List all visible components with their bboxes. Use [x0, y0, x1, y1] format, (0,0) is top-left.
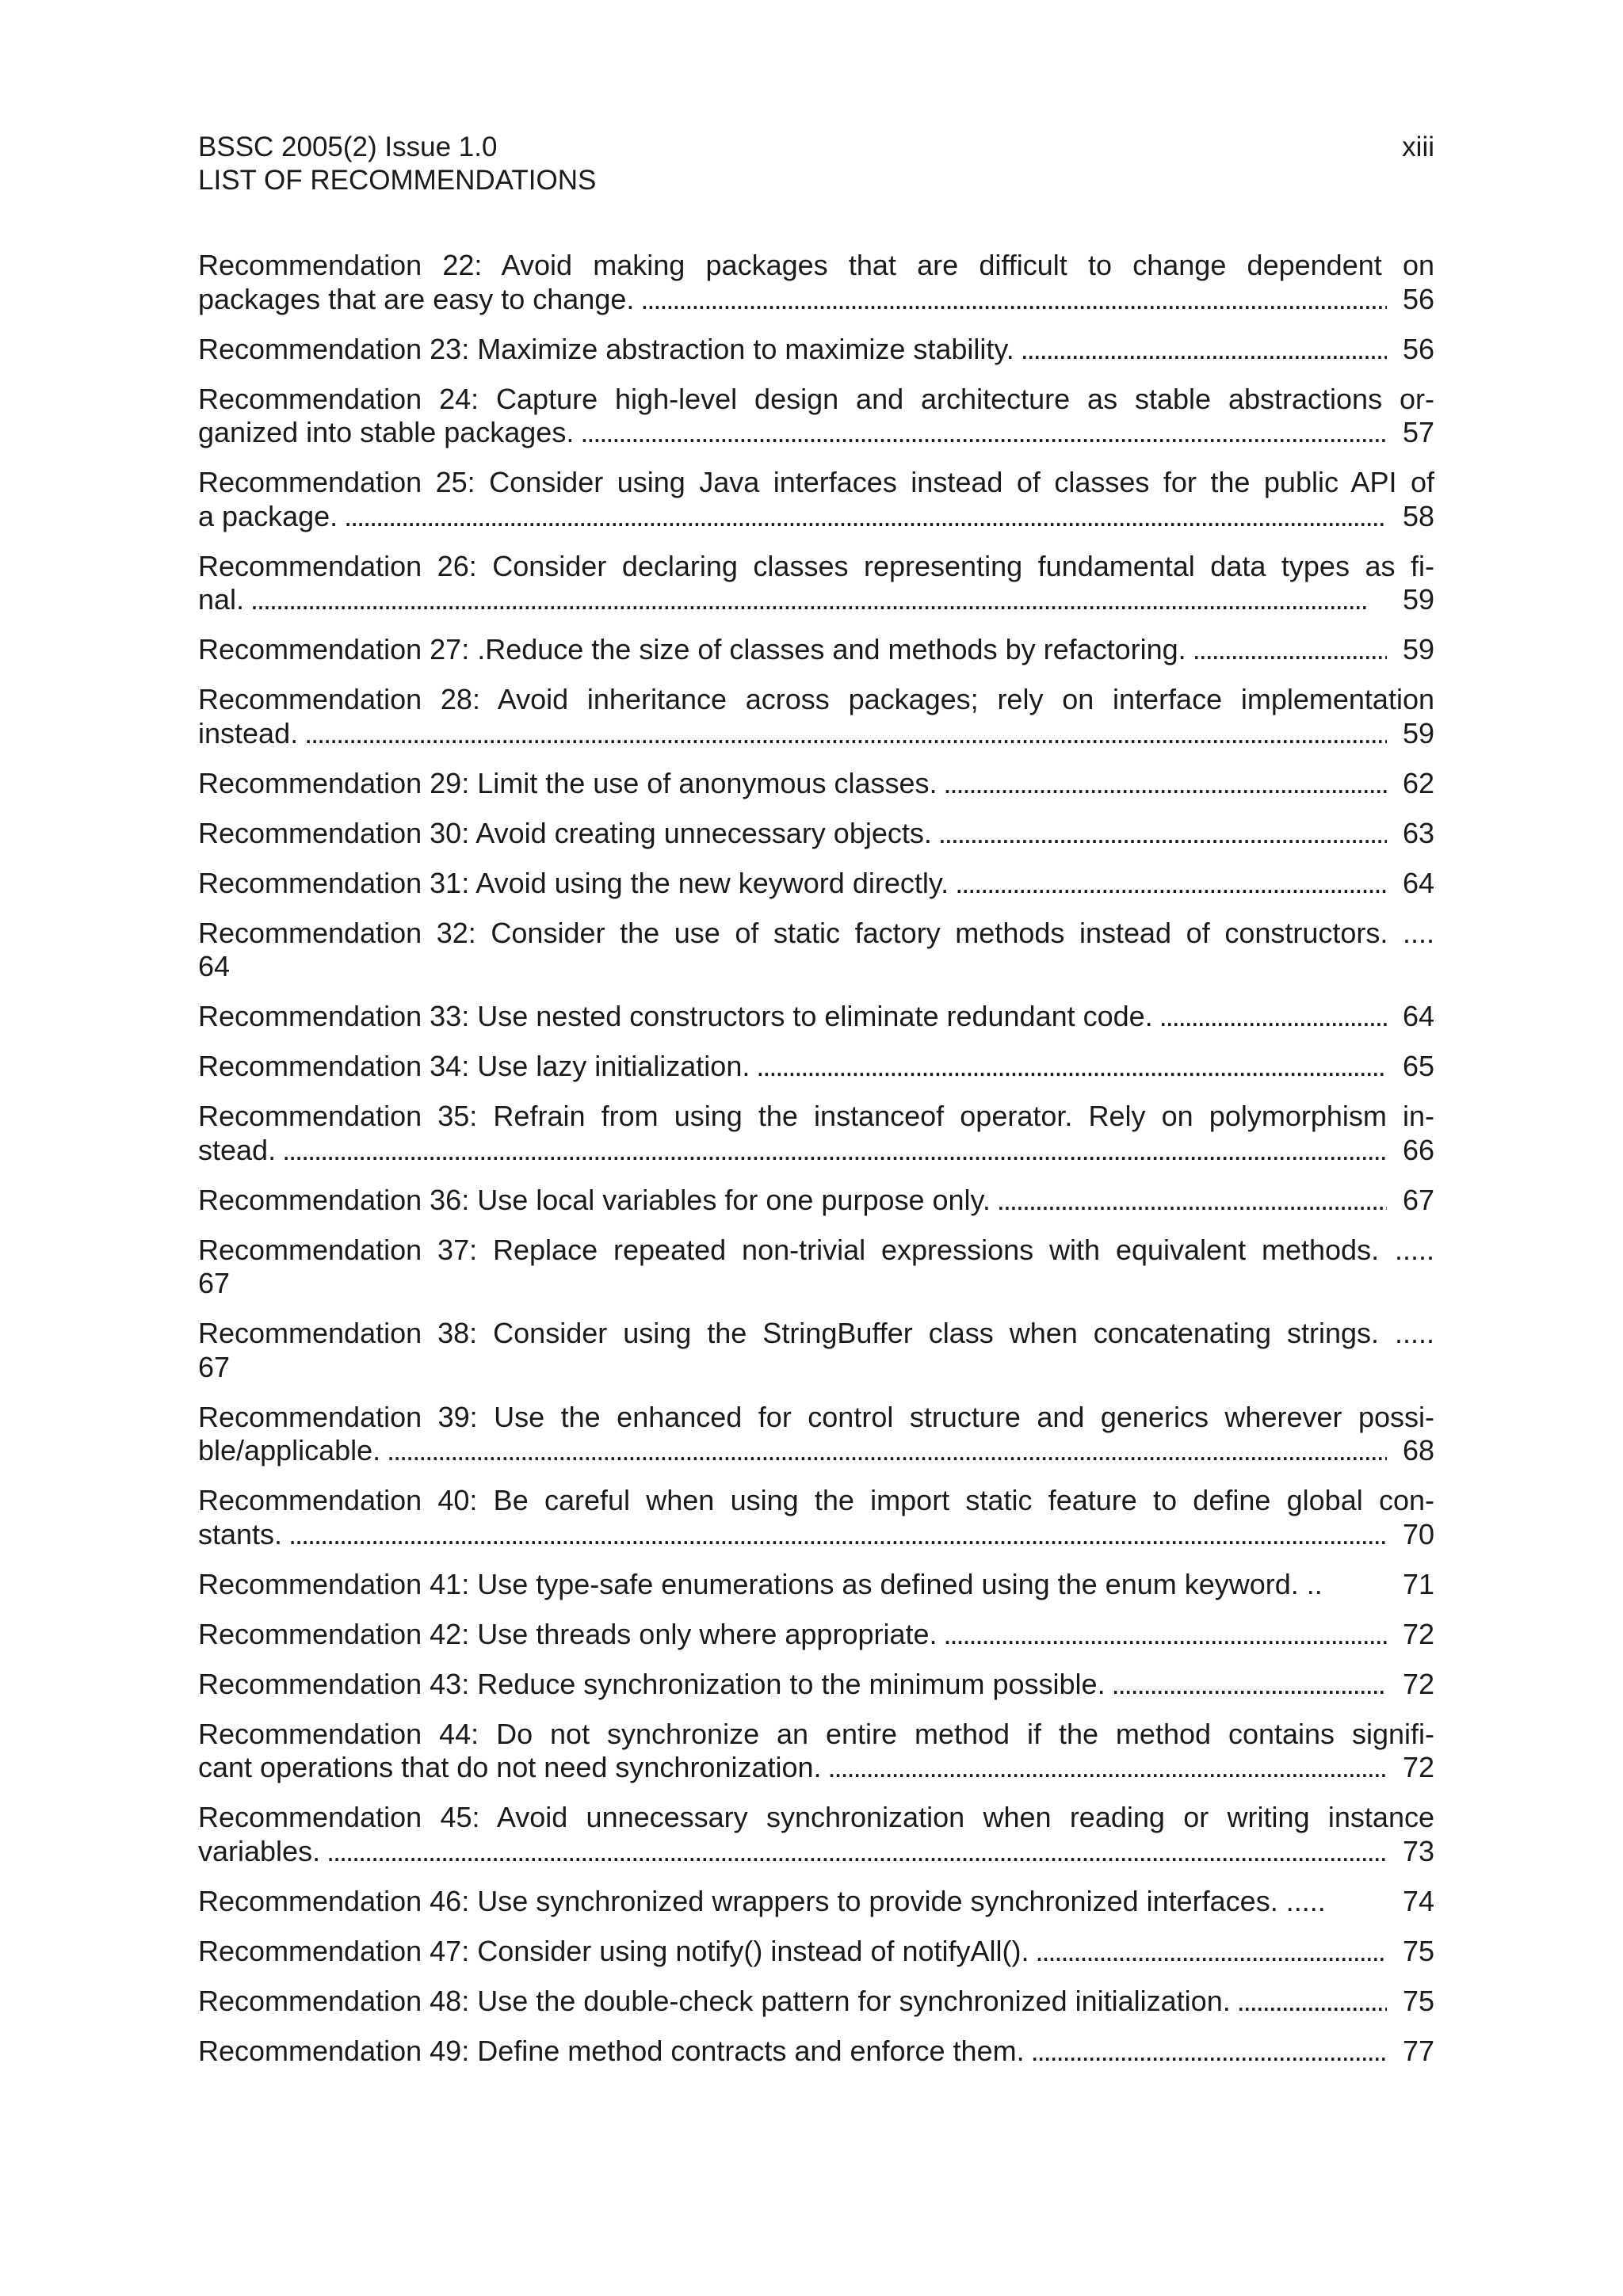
entry-last-line [198, 1518, 1434, 1552]
dot-leader [344, 500, 1387, 534]
entry-last-line [198, 633, 1434, 667]
entry-page-number[interactable]: 56 [1402, 332, 1434, 365]
entry-text-line: Recommendation 47: Consider using notify() instead of notifyAll(). [198, 1934, 1029, 1967]
entry-text-line: Recommendation 29: Limit the use of anonymous classes. [198, 766, 938, 799]
recommendation-entry[interactable] [198, 466, 1434, 533]
recommendation-entry[interactable] [198, 1935, 1434, 1969]
entry-text-line: stants. [198, 1517, 283, 1550]
dot-leader [1031, 2035, 1387, 2069]
entry-text-line: Recommendation 22: Avoid making packages that are difficult to change dependent on [198, 249, 1434, 281]
recommendation-entry[interactable] [198, 1050, 1434, 1084]
entry-page-number[interactable]: 57 [1402, 416, 1434, 448]
entry-page-number[interactable]: 72 [1402, 1617, 1434, 1650]
entry-last-line [198, 500, 1434, 534]
entry-page-number[interactable]: 59 [1402, 716, 1434, 749]
dot-leader [1112, 1668, 1387, 1702]
recommendation-entry[interactable] [198, 1618, 1434, 1652]
entry-page-number[interactable]: 64 [1402, 1000, 1434, 1032]
entry-last-line [198, 1050, 1434, 1084]
entry-text-line: Recommendation 40: Be careful when using the import static feature to define global con- [198, 1484, 1434, 1516]
dot-leader [1237, 1985, 1387, 2019]
entry-page-number[interactable]: 67 [1402, 1183, 1434, 1216]
recommendation-entry[interactable] [198, 1668, 1434, 1702]
recommendation-entry[interactable] [198, 817, 1434, 851]
dot-leader [282, 1134, 1387, 1168]
entry-text-line: instead. [198, 716, 299, 749]
entry-text-line: cant operations that do not need synchronization. [198, 1751, 822, 1783]
entry-page-number[interactable]: 68 [1402, 1434, 1434, 1466]
entry-page-number[interactable]: 75 [1402, 1934, 1434, 1967]
entry-last-line [198, 1985, 1434, 2019]
recommendation-entry[interactable] [198, 1801, 1434, 1868]
dot-leader [997, 1184, 1387, 1218]
recommendation-entry[interactable] [198, 1568, 1434, 1602]
dot-leader [250, 583, 1387, 617]
dot-leader [756, 1050, 1387, 1084]
entry-text-line: Recommendation 36: Use local variables for one purpose only. [198, 1183, 991, 1216]
entry-text-line: Recommendation 35: Refrain from using the instanceof operator. Rely on polymorphism in- [198, 1100, 1434, 1132]
entry-text-line: Recommendation 27: .Reduce the size of classes and methods by refactoring. [198, 633, 1186, 666]
entry-last-line [198, 583, 1434, 617]
entry-text-line: Recommendation 45: Avoid unnecessary synchronization when reading or writing instance [198, 1801, 1434, 1833]
entry-last-line [198, 416, 1434, 450]
entry-text-line: Recommendation 44: Do not synchronize an entire method if the method contains signifi- [198, 1717, 1434, 1750]
entry-text-line: Recommendation 43: Reduce synchronization to the minimum possible. [198, 1667, 1106, 1700]
entry-page-number[interactable]: 72 [1402, 1667, 1434, 1700]
entry-text-line: ble/applicable. [198, 1434, 381, 1466]
entry-text-line: stead. [198, 1133, 277, 1166]
entry-text-line: Recommendation 25: Consider using Java interfaces instead of classes for the public API of [198, 466, 1434, 498]
page-header [198, 131, 1434, 197]
recommendation-entry[interactable] [198, 1100, 1434, 1167]
header-row [198, 131, 1434, 164]
entry-last-line [198, 867, 1434, 901]
entry-last-line [198, 1000, 1434, 1034]
recommendation-entry[interactable] [198, 1184, 1434, 1218]
entry-text-line: Recommendation 23: Maximize abstraction to maximize stability. [198, 332, 1014, 365]
recommendation-entry[interactable] [198, 1718, 1434, 1785]
entry-text-line: 67 [198, 1350, 231, 1383]
entry-page-number[interactable]: 74 [1402, 1884, 1434, 1917]
entry-text-line: variables. [198, 1834, 321, 1867]
recommendation-entry[interactable] [198, 917, 1434, 984]
page-number: xiii [1402, 132, 1434, 162]
entry-text-line: Recommendation 42: Use threads only where appropriate. [198, 1617, 938, 1650]
entry-last-line [198, 1568, 1434, 1602]
entry-text-line: Recommendation 48: Use the double-check pattern for synchronized initialization. [198, 1984, 1231, 2017]
entry-text-line: Recommendation 41: Use type-safe enumerations as defined using the enum keyword. .. [198, 1567, 1323, 1600]
entry-page-number[interactable]: 77 [1402, 2034, 1434, 2067]
entry-last-line [198, 717, 1434, 751]
dot-leader [938, 817, 1387, 851]
recommendation-entry[interactable] [198, 1484, 1434, 1551]
entry-last-line [198, 1134, 1434, 1168]
entry-last-line [198, 1668, 1434, 1702]
document-id: BSSC 2005(2) Issue 1.0 [198, 132, 498, 162]
recommendation-entry[interactable] [198, 2035, 1434, 2069]
recommendation-entry[interactable] [198, 1885, 1434, 1919]
entry-page-number[interactable]: 58 [1402, 499, 1434, 532]
recommendation-entry[interactable] [198, 249, 1434, 316]
entry-text-line: Recommendation 32: Consider the use of static factory methods instead of constructors. .... [198, 916, 1434, 949]
dot-leader [640, 283, 1387, 317]
entry-page-number[interactable]: 70 [1402, 1517, 1434, 1550]
entry-text-line: Recommendation 26: Consider declaring classes representing fundamental data types as fi- [198, 549, 1434, 582]
dot-leader [944, 1618, 1387, 1652]
entry-text-line: 67 [198, 1267, 231, 1299]
recommendation-entry[interactable] [198, 1317, 1434, 1384]
entry-last-line [198, 2035, 1434, 2069]
entry-last-line [198, 1434, 1434, 1468]
dot-leader [1193, 633, 1387, 667]
entry-text-line: packages that are easy to change. [198, 282, 635, 315]
dot-leader [580, 416, 1387, 450]
recommendation-entry[interactable] [198, 550, 1434, 617]
entry-page-number[interactable]: 59 [1402, 583, 1434, 616]
entry-text-line: 64 [198, 950, 231, 982]
dot-leader [1036, 1935, 1387, 1969]
entry-page-number[interactable]: 56 [1402, 282, 1434, 315]
entry-page-number[interactable]: 65 [1402, 1050, 1434, 1082]
entry-last-line [198, 1935, 1434, 1969]
entry-text-line: Recommendation 46: Use synchronized wrappers to provide synchronized interfaces. ..... [198, 1884, 1326, 1917]
dot-leader [828, 1751, 1387, 1785]
recommendation-entry[interactable] [198, 1000, 1434, 1034]
dot-leader [1159, 1000, 1387, 1034]
entry-last-line [198, 817, 1434, 851]
entry-text-line: ganized into stable packages. [198, 416, 575, 448]
dot-leader [288, 1518, 1387, 1552]
entry-text-line: nal. [198, 583, 245, 616]
entry-page-number[interactable]: 66 [1402, 1133, 1434, 1166]
recommendation-entry[interactable] [198, 683, 1434, 750]
dot-leader [1021, 333, 1387, 367]
entry-text-line: Recommendation 24: Capture high-level design and architecture as stable abstractions or- [198, 382, 1434, 415]
recommendation-entry[interactable] [198, 333, 1434, 367]
entry-last-line [198, 767, 1434, 801]
entry-page-number[interactable]: 71 [1402, 1567, 1434, 1600]
entry-last-line [198, 1835, 1434, 1869]
entry-text-line: a package. [198, 499, 338, 532]
entry-page-number[interactable]: 62 [1402, 766, 1434, 799]
entry-text-line: Recommendation 34: Use lazy initialization. [198, 1050, 750, 1082]
entry-last-line [198, 1618, 1434, 1652]
entry-text-line: Recommendation 33: Use nested constructors to eliminate redundant code. [198, 1000, 1153, 1032]
entry-last-line [198, 1885, 1434, 1919]
entry-text-line: Recommendation 28: Avoid inheritance across packages; rely on interface implementation [198, 683, 1434, 715]
entry-text-line: Recommendation 30: Avoid creating unnecessary objects. [198, 816, 932, 849]
recommendation-entry[interactable] [198, 767, 1434, 801]
entry-page-number[interactable]: 64 [1402, 866, 1434, 899]
entry-text-line: Recommendation 49: Define method contracts and enforce them. [198, 2034, 1025, 2067]
dot-leader [304, 717, 1387, 751]
entry-page-number[interactable]: 59 [1402, 633, 1434, 666]
recommendation-list [198, 249, 1434, 2084]
dot-leader [955, 867, 1387, 901]
entry-last-line [198, 283, 1434, 317]
entry-last-line [198, 333, 1434, 367]
recommendation-entry[interactable] [198, 383, 1434, 450]
entry-page-number[interactable]: 73 [1402, 1834, 1434, 1867]
recommendation-entry[interactable] [198, 633, 1434, 667]
entry-text-line: Recommendation 39: Use the enhanced for control structure and generics wherever possi- [198, 1400, 1434, 1433]
recommendation-entry[interactable] [198, 1401, 1434, 1468]
entry-page-number[interactable]: 63 [1402, 816, 1434, 849]
entry-page-number[interactable]: 75 [1402, 1984, 1434, 2017]
recommendation-entry[interactable] [198, 1985, 1434, 2019]
entry-last-line [198, 1184, 1434, 1218]
entry-page-number[interactable]: 72 [1402, 1751, 1434, 1783]
dot-leader [943, 767, 1386, 801]
entry-text-line: Recommendation 38: Consider using the StringBuffer class when concatenating strings. ..... [198, 1317, 1434, 1349]
dot-leader [387, 1434, 1387, 1468]
entry-last-line [198, 1751, 1434, 1785]
recommendation-entry[interactable] [198, 867, 1434, 901]
entry-text-line: Recommendation 37: Replace repeated non-trivial expressions with equivalent methods. ..... [198, 1233, 1434, 1266]
recommendation-entry[interactable] [198, 1234, 1434, 1301]
dot-leader [327, 1835, 1387, 1869]
section-title: LIST OF RECOMMENDATIONS [198, 165, 597, 196]
entry-text-line: Recommendation 31: Avoid using the new keyword directly. [198, 866, 949, 899]
